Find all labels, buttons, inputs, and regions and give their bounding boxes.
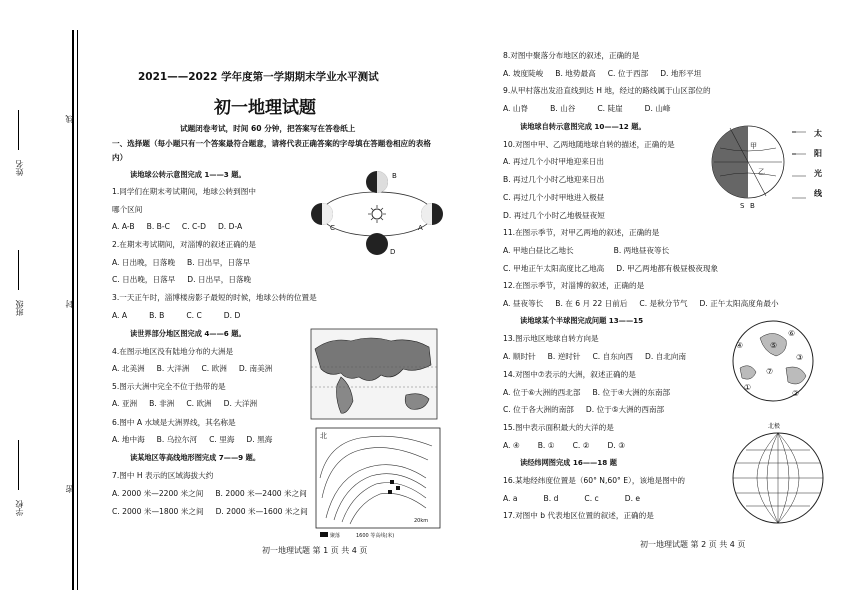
q10-stem: 10.对图中甲、乙两地随地球自转的描述，正确的是	[503, 140, 675, 149]
q9-option-a: A. 山脊	[503, 104, 529, 113]
earth-rotation-diagram	[710, 118, 830, 210]
q15-option-d: D. ③	[607, 441, 625, 450]
q5-option-b: B. 非洲	[149, 399, 175, 408]
q14-options-1	[503, 388, 682, 398]
note-q1-3: 读地球公转示意图完成 1——3 题。	[130, 170, 246, 179]
q5-option-c: C. 欧洲	[186, 399, 212, 408]
q8-stem: 8.对图中聚落分布地区的叙述，正确的是	[503, 51, 640, 60]
q4-option-c: C. 欧洲	[201, 364, 227, 373]
q13-option-b: B. 逆时针	[547, 352, 581, 361]
q14-option-c: C. 位于各大洲的南部	[503, 405, 574, 414]
hemi-label-5: ⑤	[770, 341, 778, 350]
q8-option-b: B. 地势最高	[555, 69, 596, 78]
seal-mi: 密	[65, 485, 74, 493]
binding-name-label: 姓名	[15, 160, 24, 176]
q12-options	[503, 299, 779, 309]
q5-stem: 5.图示大洲中完全不位于热带的是	[112, 382, 226, 391]
q3-option-b: B. B	[149, 311, 165, 320]
graticule-globe	[728, 420, 828, 530]
q1-option-b: B. B-C	[146, 222, 170, 231]
q4-option-d: D. 南美洲	[238, 364, 273, 373]
q1-option-d: D. D-A	[217, 222, 243, 231]
q6-options	[112, 435, 284, 445]
q16-option-d: D. e	[624, 494, 641, 503]
q8-option-a: A. 坡度陡峻	[503, 69, 544, 78]
note-q16-18: 读经纬网图完成 16——18 题	[520, 458, 617, 467]
q1-stem-2: 哪个区间	[112, 205, 143, 214]
q14-options-2	[503, 405, 676, 415]
q6-stem: 6.图中 A 水域是大洲界线，其名称是	[112, 418, 236, 427]
orbit-label-d: D	[390, 248, 396, 256]
seal-feng: 封	[65, 300, 74, 308]
q11-stem: 11.在图示季节，对甲乙两地的叙述，正确的是	[503, 228, 660, 237]
q11-option-a: A. 甲地白昼比乙地长	[503, 246, 574, 255]
q16-option-a: A. a	[503, 494, 518, 503]
q2-option-b: B. 日出早，日落早	[187, 258, 251, 267]
page1-footer: 初一地理试题 第 1 页 共 4 页	[262, 546, 368, 555]
binding-line	[72, 30, 74, 590]
contour-legend-settlement: 聚落	[330, 533, 341, 539]
sun-icon	[368, 205, 386, 223]
q1-options	[112, 222, 254, 232]
q2-option-a: A. 日出晚，日落晚	[112, 258, 176, 267]
q12-stem: 12.在图示季节，对淄博的叙述，正确的是	[503, 281, 645, 290]
q15-stem: 15.图中表示面积最大的大洋的是	[503, 423, 614, 432]
world-map	[311, 329, 437, 419]
q4-stem: 4.在图示地区没有陆地分布的大洲是	[112, 347, 234, 356]
q12-option-c: C. 是秋分节气	[639, 299, 688, 308]
exam-note: 试题闭卷考试，时间 60 分钟，把答案写在答卷纸上	[180, 124, 356, 133]
q4-option-a: A. 北美洲	[112, 364, 145, 373]
q13-options	[503, 352, 698, 362]
sun-ray-label-4: 线	[814, 189, 822, 198]
q15-options	[503, 441, 637, 451]
q3-option-d: D. D	[223, 311, 241, 320]
q12-option-b: B. 在 6 月 22 日前后	[555, 299, 628, 308]
rotation-label-s: S	[740, 202, 745, 210]
q3-option-a: A. A	[112, 311, 128, 320]
q7-option-d: D. 2000 米—1600 米之间	[215, 507, 308, 516]
q9-option-d: D. 山峰	[644, 104, 671, 113]
q10-option-a: A. 再过几个小时甲地迎来日出	[503, 157, 605, 166]
q7-options-1	[112, 489, 319, 499]
q16-options	[503, 494, 652, 504]
school-blank	[18, 440, 19, 490]
q14-option-d: D. 位于⑤大洲的西南部	[585, 405, 665, 414]
q1-option-c: C. C-D	[181, 222, 206, 231]
note-q4-6: 读世界部分地区图完成 4——6 题。	[130, 329, 246, 338]
q2-options-2	[112, 275, 263, 285]
q4-options	[112, 364, 284, 374]
q9-options	[503, 104, 683, 114]
contour-map	[316, 428, 440, 540]
q9-option-b: B. 山谷	[550, 104, 576, 113]
name-blank	[18, 110, 19, 150]
contour-scale-label: 20km	[414, 518, 429, 524]
q10-option-c: C. 再过几个小时甲地进入极昼	[503, 193, 605, 202]
orbit-label-a: A	[418, 224, 423, 232]
binding-school-label: 学校	[15, 500, 24, 516]
q7-stem: 7.图中 H 表示的区域海拔大约	[112, 471, 214, 480]
q3-stem: 3.一天正午时，淄博楼房影子最短的时候，地球公转的位置是	[112, 293, 317, 302]
q2-stem: 2.在期末考试期间，对淄博的叙述正确的是	[112, 240, 256, 249]
q15-option-c: C. ②	[572, 441, 590, 450]
contour-north-label: 北	[320, 432, 327, 440]
q7-option-c: C. 2000 米—1800 米之间	[112, 507, 204, 516]
hemi-label-4: ④	[736, 341, 744, 350]
earth-a-icon	[421, 203, 443, 225]
q13-option-a: A. 顺时针	[503, 352, 536, 361]
q4-option-b: B. 大洋洲	[156, 364, 190, 373]
rotation-label-yi: 乙	[758, 168, 765, 176]
q11-option-c: C. 甲地正午太阳高度比乙地高	[503, 264, 605, 273]
q16-stem: 16.某地经纬度位置是（60° N,60° E），该地是图中的	[503, 476, 686, 485]
q3-option-c: C. C	[186, 311, 202, 320]
rotation-label-b: B	[750, 202, 755, 210]
q11-options-1	[503, 246, 681, 256]
q15-option-b: B. ①	[537, 441, 555, 450]
q6-option-d: D. 黑海	[246, 435, 273, 444]
q11-options-2	[503, 264, 730, 274]
section-heading: 一、选择题（每小题只有一个答案最符合题意，请将代表正确答案的字母填在答题卷相应的表格内）	[112, 139, 431, 162]
q13-option-d: D. 自北向南	[645, 352, 687, 361]
q1-stem: 1.同学们在期末考试期间，地球公转到图中	[112, 187, 256, 196]
note-q13-15: 读地球某个半球图完成问题 13——15	[520, 316, 644, 325]
q8-options	[503, 69, 713, 79]
q10-option-b: B. 再过几个小时乙地迎来日出	[503, 175, 605, 184]
q2-option-c: C. 日出晚，日落早	[112, 275, 176, 284]
q7-options-2	[112, 507, 320, 517]
page2-footer: 初一地理试题 第 2 页 共 4 页	[640, 540, 746, 549]
class-blank	[18, 250, 19, 290]
q16-option-b: B. d	[543, 494, 559, 503]
q9-stem: 9.从甲村落出发沿直线到达 H 地，经过的路线属于山区部位的	[503, 86, 711, 95]
orbit-label-c: C	[330, 224, 335, 232]
sun-ray-label-1: 太	[814, 129, 822, 138]
q8-option-c: C. 位于西部	[607, 69, 649, 78]
q1-option-a: A. A-B	[112, 222, 135, 231]
q11-option-b: B. 两地昼夜等长	[613, 246, 670, 255]
note-q7-9: 读某地区等高线地形图完成 7——9 题。	[130, 453, 261, 462]
earth-d-icon	[366, 233, 388, 255]
q17-stem: 17.对图中 b 代表地区位置的叙述，正确的是	[503, 511, 654, 520]
q6-option-c: C. 里海	[209, 435, 235, 444]
q14-option-a: A. 位于⑥大洲的西北部	[503, 388, 581, 397]
q6-option-b: B. 乌拉尔河	[156, 435, 198, 444]
binding-class-label: 班级	[15, 300, 24, 316]
q12-option-d: D. 正午太阳高度角最小	[699, 299, 779, 308]
q6-option-a: A. 地中海	[112, 435, 145, 444]
orbit-diagram	[310, 168, 445, 256]
binding-line-thin	[77, 30, 78, 590]
earth-b-icon	[366, 171, 388, 193]
rotation-label-jia: 甲	[750, 142, 757, 150]
q13-stem: 13.图示地区地球自转方向是	[503, 334, 599, 343]
q5-option-d: D. 大洋洲	[223, 399, 258, 408]
orbit-label-b: B	[392, 172, 397, 180]
q16-option-c: C. c	[584, 494, 599, 503]
q12-option-a: A. 昼夜等长	[503, 299, 544, 308]
q3-options	[112, 311, 252, 321]
q8-option-d: D. 地形平坦	[660, 69, 702, 78]
q10-option-d: D. 再过几个小时乙地极昼夜短	[503, 211, 605, 220]
q13-option-c: C. 自东向西	[592, 352, 634, 361]
sun-ray-label-3: 光	[814, 169, 822, 178]
contour-legend-line: 1600 等高线(米)	[356, 533, 395, 539]
note-q10-12: 读地球自转示意图完成 10——12 题。	[520, 122, 646, 131]
hemi-label-6: ⑥	[788, 329, 796, 338]
hemi-label-1: ①	[744, 383, 752, 392]
q14-stem: 14.对图中⑦表示的大洲，叙述正确的是	[503, 370, 636, 379]
q2-option-d: D. 日出早，日落晚	[187, 275, 252, 284]
exam-title-2: 初一地理试题	[214, 98, 316, 118]
q14-option-b: B. 位于④大洲的东南部	[592, 388, 671, 397]
q9-option-c: C. 陡崖	[597, 104, 623, 113]
q2-options-1	[112, 258, 262, 268]
q11-option-d: D. 甲乙两地都有极昼极夜现象	[616, 264, 719, 273]
sun-ray-label-2: 阳	[814, 149, 822, 158]
hemi-label-2: ②	[792, 389, 800, 398]
q7-option-b: B. 2000 米—2400 米之间	[215, 489, 307, 498]
hemisphere-diagram	[730, 318, 816, 404]
q7-option-a: A. 2000 米—2200 米之间	[112, 489, 204, 498]
hemi-label-7: ⑦	[766, 367, 774, 376]
q15-option-a: A. ④	[503, 441, 520, 450]
q5-options	[112, 399, 269, 409]
q5-option-a: A. 亚洲	[112, 399, 138, 408]
exam-title-1: 2021——2022 学年度第一学期期末学业水平测试	[138, 71, 379, 83]
seal-xian: 线	[65, 115, 74, 123]
globe-north-label: 北极	[768, 423, 781, 430]
earth-c-icon	[311, 203, 333, 225]
hemi-label-3: ③	[796, 353, 804, 362]
